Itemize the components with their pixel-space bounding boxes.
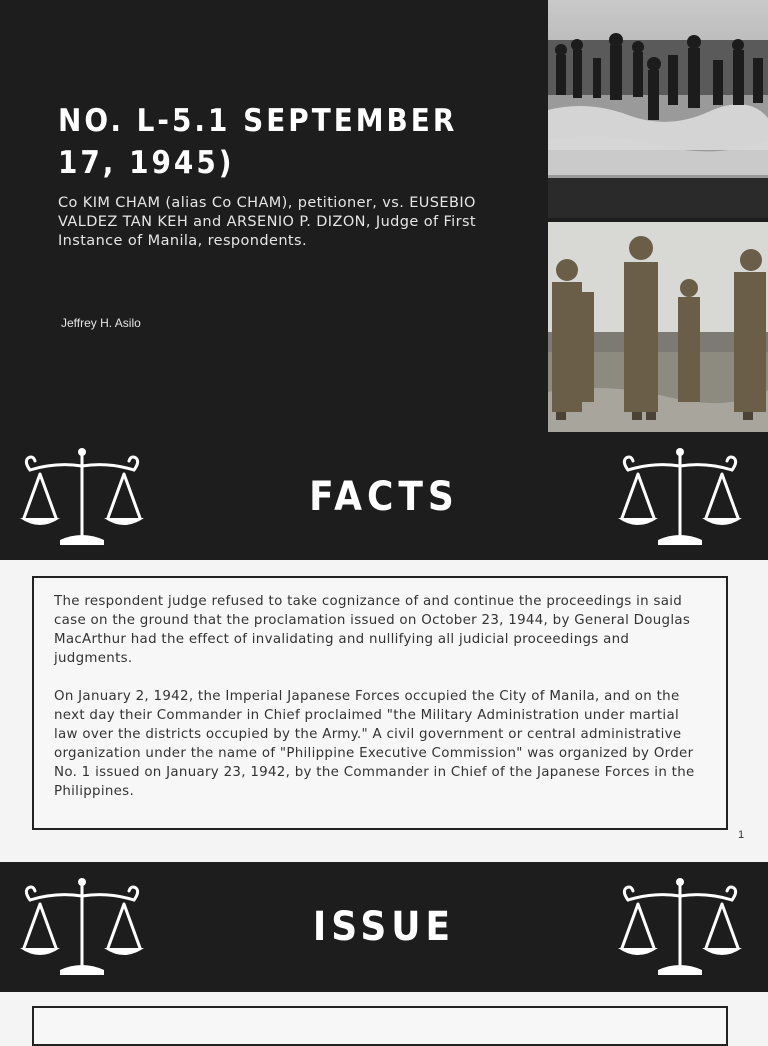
author-name: Jeffrey H. Asilo	[61, 316, 141, 330]
issue-content-box	[32, 1006, 728, 1046]
issue-section-header	[0, 862, 768, 992]
officers-walking-through-surf-photo	[548, 222, 768, 432]
facts-content-box	[32, 576, 728, 830]
scales-of-justice-icon	[614, 444, 746, 550]
facts-heading: FACTS	[309, 474, 459, 520]
facts-section-header	[0, 432, 768, 560]
facts-paragraph: The respondent judge refused to take cognizance of and continue the proceedings in said case on the ground that the proclamation issued on October 23, 1944, by General Douglas MacArthur had the effect of invalidating and nullifying all judicial proceedings and judgments.	[54, 594, 691, 666]
soldiers-wading-ashore-photo	[548, 0, 768, 218]
issue-heading: ISSUE	[312, 904, 456, 950]
case-parties: Co KIM CHAM (alias Co CHAM), petitioner, vs. EUSEBIO VALDEZ TAN KEH and ARSENIO P. DIZON, Judge of First Instance of Manila, respondents.	[58, 195, 477, 249]
page-number: 1	[738, 829, 745, 841]
title-slide	[0, 0, 768, 432]
facts-paragraph: On January 2, 1942, the Imperial Japanese Forces occupied the City of Manila, and on the next day their Commander in Chief proclaimed "the Military Administration under martial law over the districts occupied by the Army." A civil government or central administrative organization under the name of "Philippine Executive Commission" was organized by Order No. 1 issued on January 23, 1942, by the Commander in Chief of the Japanese Forces in the Philippines.	[54, 689, 695, 799]
case-title: NO. L-5.1 SEPTEMBER 17, 1945)	[58, 103, 458, 181]
scales-of-justice-icon	[614, 874, 746, 980]
